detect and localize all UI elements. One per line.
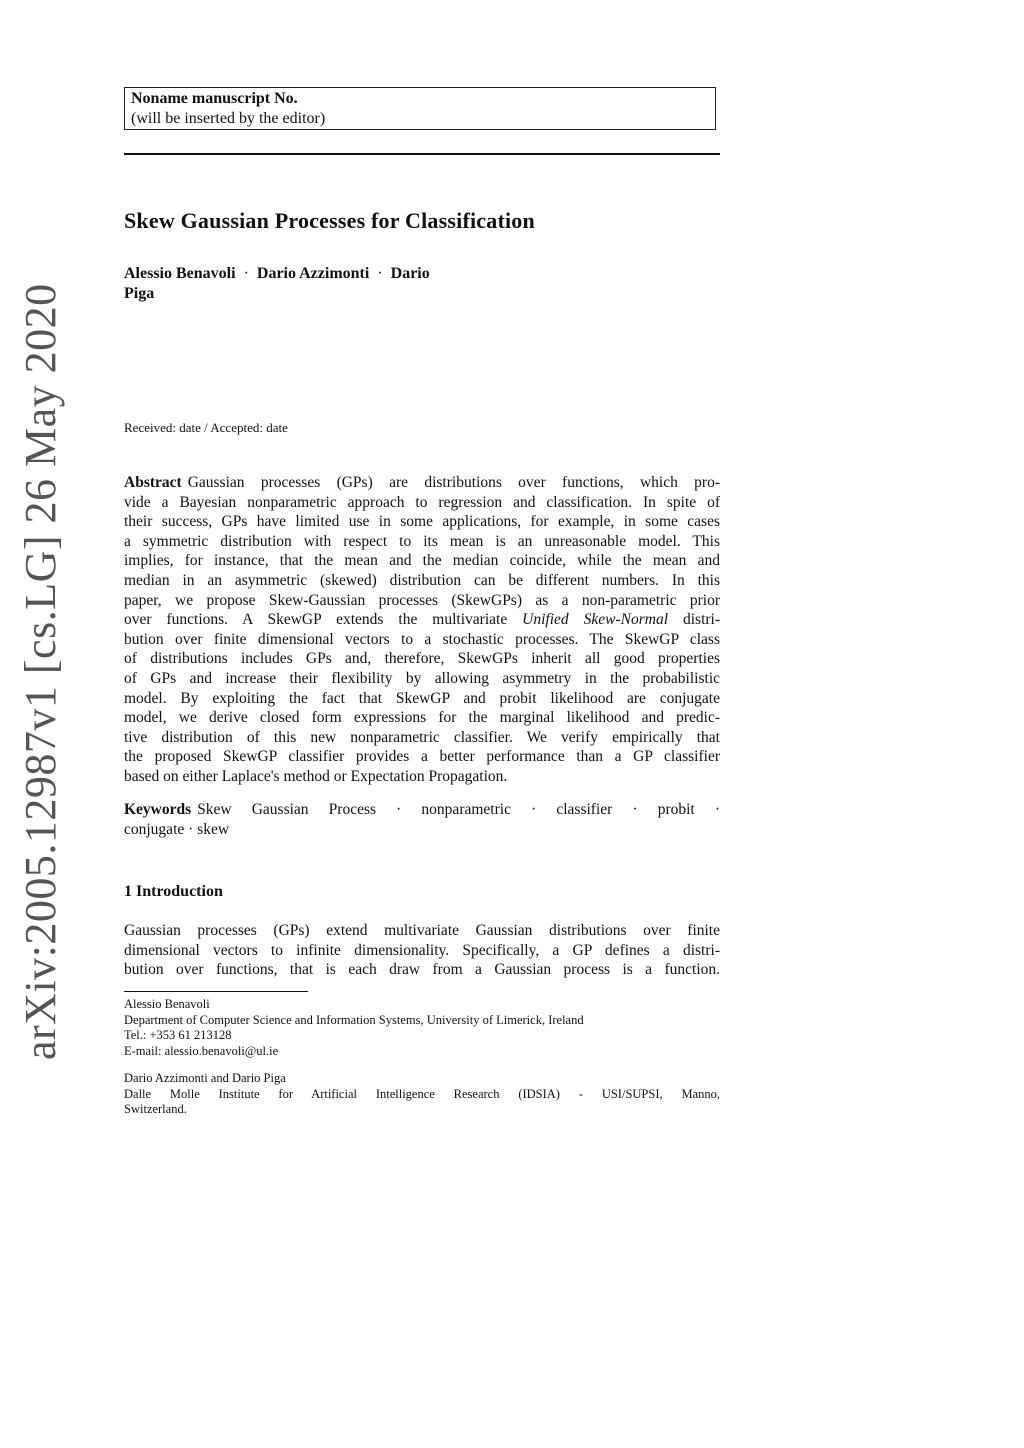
arxiv-identifier-stamp: arXiv:2005.12987v1 [cs.LG] 26 May 2020 xyxy=(16,283,65,1060)
abstract-line xyxy=(124,473,720,493)
abstract xyxy=(124,473,720,787)
author-benavoli: Alessio Benavoli xyxy=(124,265,236,282)
received-accepted-dates: Received: date / Accepted: date xyxy=(124,420,288,435)
author-list xyxy=(124,264,544,304)
abstract-line: implies, for instance, that the mean and the median coincide, while the mean and xyxy=(124,552,720,570)
footnote-rule xyxy=(124,991,308,992)
abstract-line: of GPs and increase their flexibility by allowing asymmetry in the probabilistic xyxy=(124,669,720,687)
header-rule xyxy=(124,153,720,155)
manuscript-number-label: Noname manuscript No. xyxy=(131,90,298,107)
manuscript-info-box xyxy=(124,87,716,130)
keywords-line xyxy=(124,800,720,820)
footnote-line: Alessio Benavoli xyxy=(124,997,210,1011)
abstract-line: the proposed SkewGP classifier provides a better performance than a GP classifier xyxy=(124,748,720,766)
abstract-line: of distributions includes GPs and, therefore, SkewGPs inherit all good properties xyxy=(124,650,720,668)
introduction-paragraph xyxy=(124,921,720,980)
abstract-heading: Abstract xyxy=(124,474,182,491)
intro-line: dimensional vectors to infinite dimensionality. Specifically, a GP defines a distri- xyxy=(124,941,720,959)
keywords-line: conjugate · skew xyxy=(124,820,230,838)
abstract-line: model, we derive closed form expressions for the marginal likelihood and predic- xyxy=(124,709,720,727)
author-piga-first: Dario xyxy=(390,265,430,282)
abstract-line: median in an asymmetric (skewed) distribution can be different numbers. In this xyxy=(124,571,720,589)
abstract-line: bution over finite dimensional vectors to a stochastic processes. The SkewGP class xyxy=(124,630,720,648)
abstract-line: vide a Bayesian nonparametric approach to regression and classification. In spite of xyxy=(124,493,720,511)
keywords-heading: Keywords xyxy=(124,801,192,818)
author-azzimonti: Dario Azzimonti xyxy=(256,265,370,282)
abstract-line: tive distribution of this new nonparametric classifier. We verify empirically that xyxy=(124,728,720,746)
footnote-line: Department of Computer Science and Information Systems, University of Limerick, Ireland xyxy=(124,1012,584,1027)
author-separator: · xyxy=(377,265,383,282)
intro-line: Gaussian processes (GPs) extend multivariate Gaussian distributions over finite xyxy=(124,922,720,939)
paper-title: Skew Gaussian Processes for Classification xyxy=(124,208,535,233)
keywords-text: Skew Gaussian Process · nonparametric · classifier · probit · xyxy=(197,801,720,818)
abstract-text: Gaussian processes (GPs) are distributions over functions, which pro- xyxy=(187,474,720,491)
manuscript-editor-note: (will be inserted by the editor) xyxy=(131,110,326,127)
footnote-line: Tel.: +353 61 213128 xyxy=(124,1028,232,1042)
abstract-text: over functions. A SkewGP extends the multivariate xyxy=(124,611,523,629)
footnote-benavoli xyxy=(124,997,720,1059)
footnote-azzimonti-piga xyxy=(124,1071,720,1118)
italic-term: Unified Skew-Normal xyxy=(522,611,669,629)
footnote-line: E-mail: alessio.benavoli@ul.ie xyxy=(124,1043,279,1058)
abstract-text: distri- xyxy=(668,611,721,629)
footnote-line: Dalle Molle Institute for Artificial Intelligence Research (IDSIA) - USI/SUPSI, Manno, xyxy=(124,1086,720,1101)
abstract-line: their success, GPs have limited use in some applications, for example, in some cases xyxy=(124,513,720,531)
section-heading-introduction: 1 Introduction xyxy=(124,883,223,900)
abstract-line: based on either Laplace's method or Expectation Propagation. xyxy=(124,767,508,785)
footnote-line: Switzerland. xyxy=(124,1102,187,1116)
abstract-line: model. By exploiting the fact that SkewGP and probit likelihood are conjugate xyxy=(124,689,720,707)
intro-line: bution over functions, that is each draw from a Gaussian process is a function. xyxy=(124,961,720,979)
author-piga-last: Piga xyxy=(124,285,155,302)
footnote-line: Dario Azzimonti and Dario Piga xyxy=(124,1071,286,1085)
abstract-line xyxy=(124,610,720,630)
abstract-line: a symmetric distribution with respect to its mean is an unreasonable model. This xyxy=(124,532,720,550)
abstract-line: paper, we propose Skew-Gaussian processes (SkewGPs) as a non-parametric prior xyxy=(124,591,720,609)
author-separator: · xyxy=(243,265,249,282)
keywords xyxy=(124,800,720,839)
